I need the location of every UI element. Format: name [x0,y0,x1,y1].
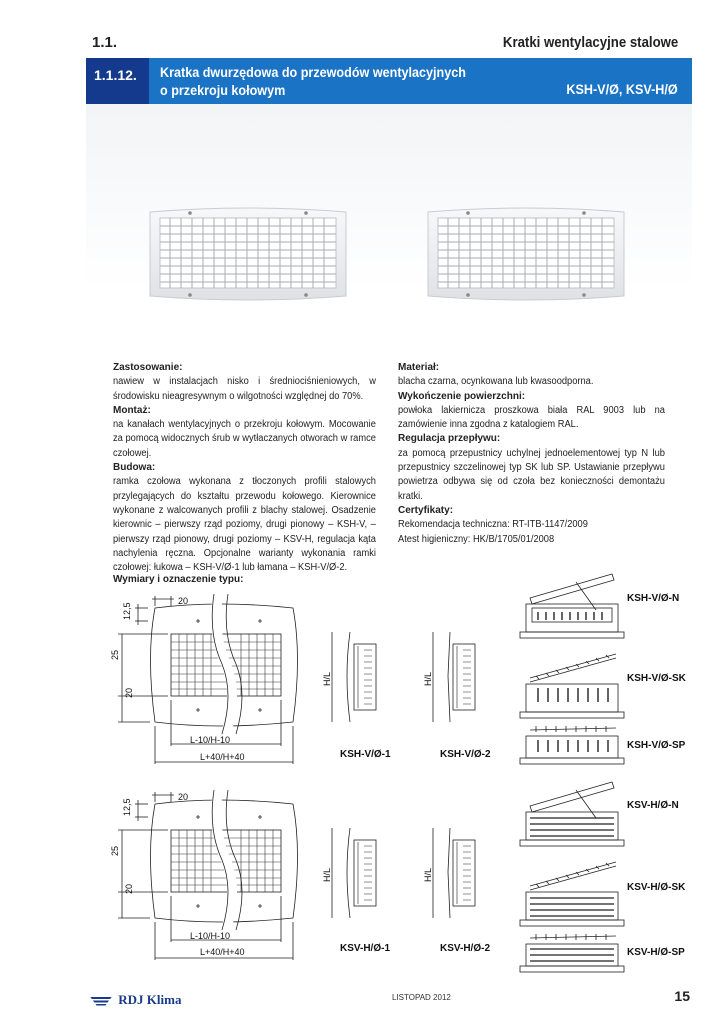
description-right [398,361,665,547]
dim-20b-top: 20 [124,687,134,698]
side-profiles-ksh [320,630,500,726]
dim-25-top: 25 [110,649,120,660]
section-number: 1.1. [92,34,118,51]
heading-wykonczenie: Wykończenie powierzchni: [398,390,526,402]
product-banner [86,58,692,104]
product-title-line2: o przekroju kołowym [160,82,286,98]
company-logo [90,992,181,1008]
text-cert-1: Rekomendacja techniczna: RT-ITB-1147/2009 [398,519,588,531]
text-zastosowanie: nawiew w instalacjach nisko i średniociśnieniowych, w środowisku nieagresywnym o wilgotności względnej do 70%. [113,376,376,402]
label-ksv-n: KSV-H/Ø-N [627,800,679,811]
front-drawing-ksh [108,594,328,772]
label-ksv-variant2: KSV-H/Ø-2 [440,943,491,954]
heading-regulacja: Regulacja przepływu: [398,433,501,445]
text-cert-2: Atest higieniczny: HK/B/1705/01/2008 [398,533,555,545]
label-ksh-variant2: KSH-V/Ø-2 [440,749,491,760]
logo-mark-icon [90,997,112,1006]
dim-l40-top: L+40/H+40 [200,752,245,762]
label-ksh-n: KSH-V/Ø-N [627,593,680,604]
heading-montaz: Montaż: [113,404,151,416]
description-left [113,361,376,575]
dim-l10-top: L-10/H-10 [190,735,231,745]
grille-photo-right [426,206,626,302]
dim-12-5-top: 12,5 [122,602,132,620]
heading-budowa: Budowa: [113,462,156,474]
text-budowa: ramka czołowa wykonana z tłoczonych profili stalowych przylegających do kształtu przewodu kołowego. Kierownice wykonane z walcowanych profili z blachy stalowej. Osadzenie kierownic – pierwszy rząd poziomy, drugi pionowy – KSH-V, – pierwszy rząd pionowy, drugi poziomy – KSV-H, regulacja kąta nachylenia ręczna. Opcjonalne warianty wykonania ramki czołowej: łukowa – KSH-V/Ø-1 lub łamana – KSH-V/Ø-2. [113,476,376,574]
dim-hl-bottom-2: H/L [423,867,433,882]
dampers-ksh [516,570,626,768]
text-montaz: na kanałach wentylacyjnych o przekroju kołowym. Mocowanie za pomocą widocznych śrub w wytłaczanych otworach w ramce czołowej. [113,419,376,459]
page-number: 15 [674,988,690,1004]
label-ksv-sk: KSV-H/Ø-SK [627,882,686,893]
logo-text: RDJ Klima [118,992,182,1007]
dim-20-bottom: 20 [178,792,189,802]
front-drawing-ksv [108,790,328,968]
text-regulacja: za pomocą przepustnicy uchylnej jednoelementowej typ N lub przepustnicy szczelinowej typ SK lub SP. Ustawianie przepływu powietrza odbywa się od czoła bez konieczności demontażu kratki. [398,447,665,502]
side-profiles-ksv [320,826,500,922]
heading-material: Materiał: [398,362,440,373]
label-ksh-sp: KSH-V/Ø-SP [627,740,686,751]
label-ksv-variant1: KSV-H/Ø-1 [340,943,391,954]
label-ksh-sk: KSH-V/Ø-SK [627,673,686,684]
grille-photo-left [148,206,348,302]
product-photo [86,104,692,354]
product-number: 1.1.12. [86,58,149,104]
heading-zastosowanie: Zastosowanie: [113,362,183,373]
dim-12-5-bottom: 12,5 [122,798,132,816]
product-title-line1: Kratka dwurzędowa do przewodów wentylacyjnych [160,64,466,80]
dim-l40-bottom: L+40/H+40 [200,947,245,957]
dim-20b-bottom: 20 [124,883,134,894]
dim-20-top: 20 [178,596,189,606]
dim-hl-bottom-1: H/L [322,867,332,882]
text-material: blacha czarna, ocynkowana lub kwasoodporna. [398,376,594,388]
dim-l10-bottom: L-10/H-10 [190,931,231,941]
label-ksh-variant1: KSH-V/Ø-1 [340,749,391,760]
product-title [160,63,466,99]
publication-date: LISTOPAD 2012 [392,993,451,1002]
heading-certyfikaty: Certyfikaty: [398,504,454,516]
dim-25-bottom: 25 [110,845,120,856]
label-ksv-sp: KSV-H/Ø-SP [627,947,685,958]
section-title: Kratki wentylacyjne stalowe [502,34,678,51]
dim-hl-top-2: H/L [423,671,433,686]
dampers-ksv [516,778,626,976]
dim-hl-top-1: H/L [322,671,332,686]
dimensions-heading: Wymiary i oznaczenie typu: [113,574,244,585]
product-codes: KSH-V/Ø, KSV-H/Ø [566,81,678,97]
text-wykonczenie: powłoka lakiernicza proszkowa biała RAL 9003 lub na zamówienie inna zgodna z katalogiem RAL. [398,404,665,431]
